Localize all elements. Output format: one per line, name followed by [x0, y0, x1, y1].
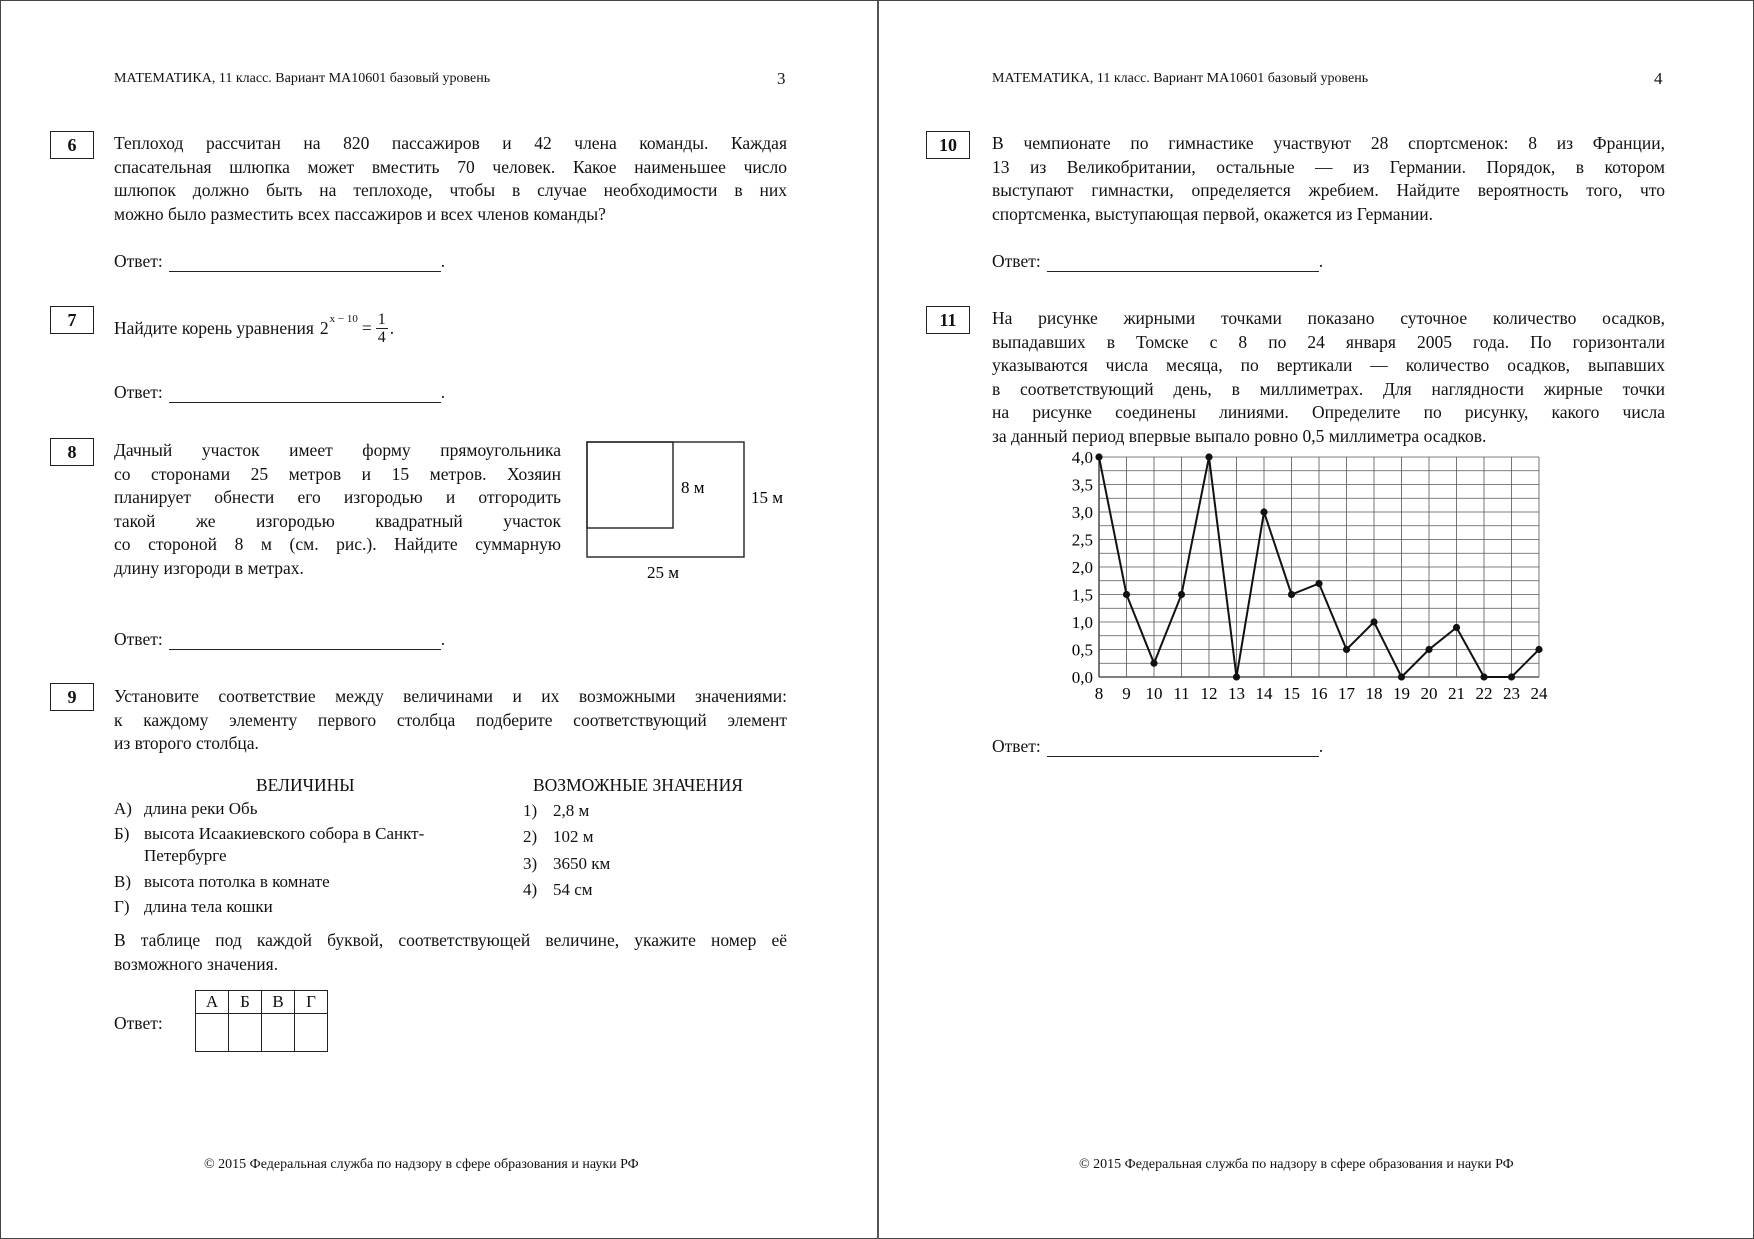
x-tick-label: 9 — [1122, 684, 1131, 703]
item-text-continued: Петербурге — [144, 846, 227, 865]
question-7-equation — [114, 311, 394, 346]
x-tick-label: 24 — [1530, 684, 1548, 703]
data-point — [1343, 646, 1350, 653]
item-text: высота Исаакиевского собора в Санкт- — [144, 824, 425, 843]
data-point — [1260, 508, 1267, 515]
answer-8[interactable] — [114, 629, 445, 650]
text-line: Установите соответствие между величинами и их возможными значениями: — [114, 686, 787, 706]
answer-11[interactable] — [992, 736, 1323, 757]
question-number-7: 7 — [50, 306, 94, 334]
data-point — [1508, 673, 1515, 680]
question-6-text — [114, 132, 787, 226]
text-line: В таблице под каждой буквой, соответствующей величине, укажите номер её — [114, 930, 787, 950]
text-line: указываются числа месяца, по вертикали — количество осадков, выпавших — [992, 355, 1665, 375]
answer-label: Ответ: — [114, 629, 163, 649]
precipitation-chart — [1057, 447, 1555, 711]
answer-cell-b[interactable] — [229, 1014, 262, 1052]
value-number: 4) — [523, 880, 538, 899]
answer-table — [195, 990, 328, 1052]
quantity-d — [114, 896, 273, 918]
data-point — [1315, 580, 1322, 587]
x-tick-label: 8 — [1094, 684, 1104, 703]
question-8-text — [114, 439, 561, 580]
y-tick-label: 0,5 — [1071, 640, 1093, 660]
quantities-header: ВЕЛИЧИНЫ — [256, 775, 355, 795]
y-tick-label: 2,5 — [1071, 530, 1093, 550]
item-letter: В) — [114, 872, 131, 891]
equation-base: 2 — [319, 318, 329, 338]
x-tick-label: 23 — [1503, 684, 1520, 703]
page-right — [879, 1, 1754, 1239]
question-number-9: 9 — [50, 683, 94, 711]
equation-equals: = — [361, 318, 372, 338]
table-header-a: А — [196, 991, 229, 1014]
y-tick-label: 1,5 — [1071, 585, 1093, 605]
table-header-b: Б — [229, 991, 262, 1014]
data-point — [1178, 591, 1185, 598]
answer-line[interactable] — [169, 254, 441, 272]
answer-label: Ответ: — [114, 382, 163, 402]
value-4 — [523, 879, 593, 901]
text-line: спортсменка, выступающая первой, окажется из Германии. — [992, 203, 1434, 224]
text-line: 13 из Великобритании, остальные — из Германии. Порядок, в котором — [992, 156, 1665, 177]
question-number-8: 8 — [50, 438, 94, 466]
equation-suffix: . — [389, 318, 395, 338]
text-line: со сторонами 25 метров и 15 метров. Хозяин — [114, 463, 561, 484]
x-tick-label: 22 — [1475, 684, 1493, 703]
question-10-text — [992, 132, 1665, 226]
fraction-numerator: 1 — [377, 311, 386, 328]
answer-label: Ответ: — [114, 1013, 163, 1033]
answer-period: . — [1318, 736, 1324, 756]
value-text: 3650 км — [553, 854, 611, 873]
y-tick-label: 4,0 — [1071, 448, 1093, 467]
value-text: 2,8 м — [553, 801, 590, 820]
item-letter: Б) — [114, 824, 130, 843]
text-line: спасательная шлюпка может вместить 70 человек. Какое наименьшее число — [114, 156, 787, 177]
y-tick-label: 0,0 — [1071, 668, 1093, 687]
text-line: длину изгороди в метрах. — [114, 557, 304, 578]
answer-cell-d[interactable] — [295, 1014, 328, 1052]
fraction-denominator: 4 — [377, 329, 386, 346]
data-point — [1205, 453, 1212, 460]
chart-grid — [1099, 457, 1539, 677]
x-tick-label: 21 — [1448, 684, 1465, 703]
equation-fraction — [376, 311, 388, 346]
plot-rectangle — [587, 442, 744, 557]
text-line: за данный период впервые выпало ровно 0,5 миллиметра осадков. — [992, 425, 1487, 446]
page-header: МАТЕМАТИКА, 11 класс. Вариант МА10601 базовый уровень — [992, 71, 1369, 86]
question-9-instruction — [114, 929, 787, 976]
y-tick-label: 1,0 — [1071, 613, 1093, 632]
width-label: 25 м — [647, 563, 680, 582]
table-header-d: Г — [295, 991, 328, 1014]
x-tick-label: 17 — [1338, 684, 1355, 703]
question-11-text — [992, 307, 1665, 448]
answer-label: Ответ: — [114, 251, 163, 271]
x-tick-label: 13 — [1228, 684, 1245, 703]
y-tick-label: 3,0 — [1071, 503, 1093, 522]
value-number: 1) — [523, 801, 538, 820]
text-line: к каждому элементу первого столбца подберите соответствующий элемент — [114, 709, 787, 730]
answer-period: . — [440, 629, 446, 649]
answer-label: Ответ: — [992, 251, 1041, 271]
text-line: из второго столбца. — [114, 733, 259, 753]
answer-period: . — [1318, 251, 1324, 271]
item-letter: А) — [114, 799, 132, 818]
answer-line[interactable] — [1047, 739, 1319, 757]
values-header: ВОЗМОЖНЫЕ ЗНАЧЕНИЯ — [533, 775, 743, 795]
data-point — [1233, 673, 1240, 680]
data-point — [1288, 591, 1295, 598]
table-header-c: В — [262, 991, 295, 1014]
page-number: 3 — [777, 69, 786, 88]
x-tick-label: 18 — [1365, 684, 1383, 703]
quantity-b — [114, 823, 424, 867]
y-tick-label: 3,5 — [1071, 475, 1093, 495]
item-letter: Г) — [114, 897, 130, 916]
question-number-10: 10 — [926, 131, 970, 159]
item-text: длина тела кошки — [144, 897, 273, 916]
text-line: со стороной 8 м (см. рис.). Найдите суммарную — [114, 534, 561, 554]
inner-side-label: 8 м — [681, 478, 705, 497]
text-line: шлюпок должно быть на теплоходе, чтобы в случае необходимости в них — [114, 180, 787, 200]
value-3 — [523, 853, 610, 875]
y-tick-labels — [1072, 448, 1093, 687]
item-text: высота потолка в комнате — [144, 872, 330, 891]
text-line: выступают гимнастки, определяется жребием. Найдите вероятность того, что — [992, 180, 1665, 200]
data-point — [1123, 591, 1130, 598]
x-tick-label: 19 — [1393, 684, 1410, 703]
x-tick-label: 14 — [1255, 684, 1273, 703]
text-line: на рисунке соединены линиями. Определите по рисунку, какого числа — [992, 402, 1665, 422]
answer-label: Ответ: — [992, 736, 1041, 756]
page-number: 4 — [1654, 69, 1663, 88]
x-tick-label: 11 — [1173, 684, 1190, 703]
quantity-c — [114, 871, 330, 893]
height-label: 15 м — [751, 488, 784, 507]
page-footer: © 2015 Федеральная служба по надзору в сфере образования и науки РФ — [204, 1157, 639, 1172]
answer-period: . — [440, 382, 446, 402]
answer-line[interactable] — [169, 632, 441, 650]
value-text: 54 см — [553, 880, 593, 899]
equation-exponent: x − 10 — [329, 312, 358, 325]
data-point — [1425, 646, 1432, 653]
data-point — [1370, 618, 1377, 625]
question-9-text — [114, 685, 787, 756]
answer-10[interactable] — [992, 251, 1323, 272]
plot-figure — [581, 437, 811, 587]
quantity-a — [114, 798, 257, 820]
answer-cell-c[interactable] — [262, 1014, 295, 1052]
answer-period: . — [440, 251, 446, 271]
item-text: длина реки Обь — [144, 799, 258, 818]
text-line: выпадавших в Томске с 8 по 24 января 2005 года. По горизонтали — [992, 331, 1665, 352]
page-footer: © 2015 Федеральная служба по надзору в сфере образования и науки РФ — [1079, 1157, 1514, 1172]
square-section — [587, 442, 673, 528]
value-text: 102 м — [553, 827, 594, 846]
data-point — [1095, 453, 1102, 460]
x-tick-label: 15 — [1283, 684, 1300, 703]
text-line: можно было разместить всех пассажиров и всех членов команды? — [114, 203, 606, 224]
x-tick-label: 16 — [1310, 684, 1328, 703]
value-number: 2) — [523, 827, 538, 846]
data-point — [1453, 624, 1460, 631]
answer-cell-a[interactable] — [196, 1014, 229, 1052]
text-line: Дачный участок имеет форму прямоугольника — [114, 440, 561, 460]
answer-line[interactable] — [1047, 254, 1319, 272]
equation-prefix: Найдите корень уравнения — [114, 318, 314, 338]
answer-line[interactable] — [169, 385, 441, 403]
text-line: В чемпионате по гимнастике участвуют 28 спортсменок: 8 из Франции, — [992, 133, 1665, 153]
page-left — [1, 1, 877, 1239]
text-line: такой же изгородью квадратный участок — [114, 510, 561, 531]
question-number-11: 11 — [926, 306, 970, 334]
page-header: МАТЕМАТИКА, 11 класс. Вариант МА10601 базовый уровень — [114, 71, 491, 86]
y-tick-label: 2,0 — [1071, 558, 1093, 577]
x-tick-label: 12 — [1200, 684, 1218, 703]
text-line: На рисунке жирными точками показано суточное количество осадков, — [992, 308, 1665, 328]
x-tick-label: 10 — [1145, 684, 1163, 703]
answer-6[interactable] — [114, 251, 445, 272]
x-tick-label: 20 — [1420, 684, 1438, 703]
text-line: в соответствующий день, в миллиметрах. Для наглядности жирные точки — [992, 378, 1665, 399]
text-line: Теплоход рассчитан на 820 пассажиров и 42 члена команды. Каждая — [114, 133, 787, 153]
value-number: 3) — [523, 854, 538, 873]
data-point — [1150, 660, 1157, 667]
answer-7[interactable] — [114, 382, 445, 403]
text-line: возможного значения. — [114, 953, 279, 974]
value-1 — [523, 800, 589, 822]
answer-9-label — [114, 1013, 163, 1034]
data-point — [1480, 673, 1487, 680]
x-tick-labels — [1095, 684, 1548, 703]
data-point — [1398, 673, 1405, 680]
question-number-6: 6 — [50, 131, 94, 159]
value-2 — [523, 826, 594, 848]
data-point — [1535, 646, 1542, 653]
text-line: планирует обнести его изгородью и отгородить — [114, 487, 561, 507]
